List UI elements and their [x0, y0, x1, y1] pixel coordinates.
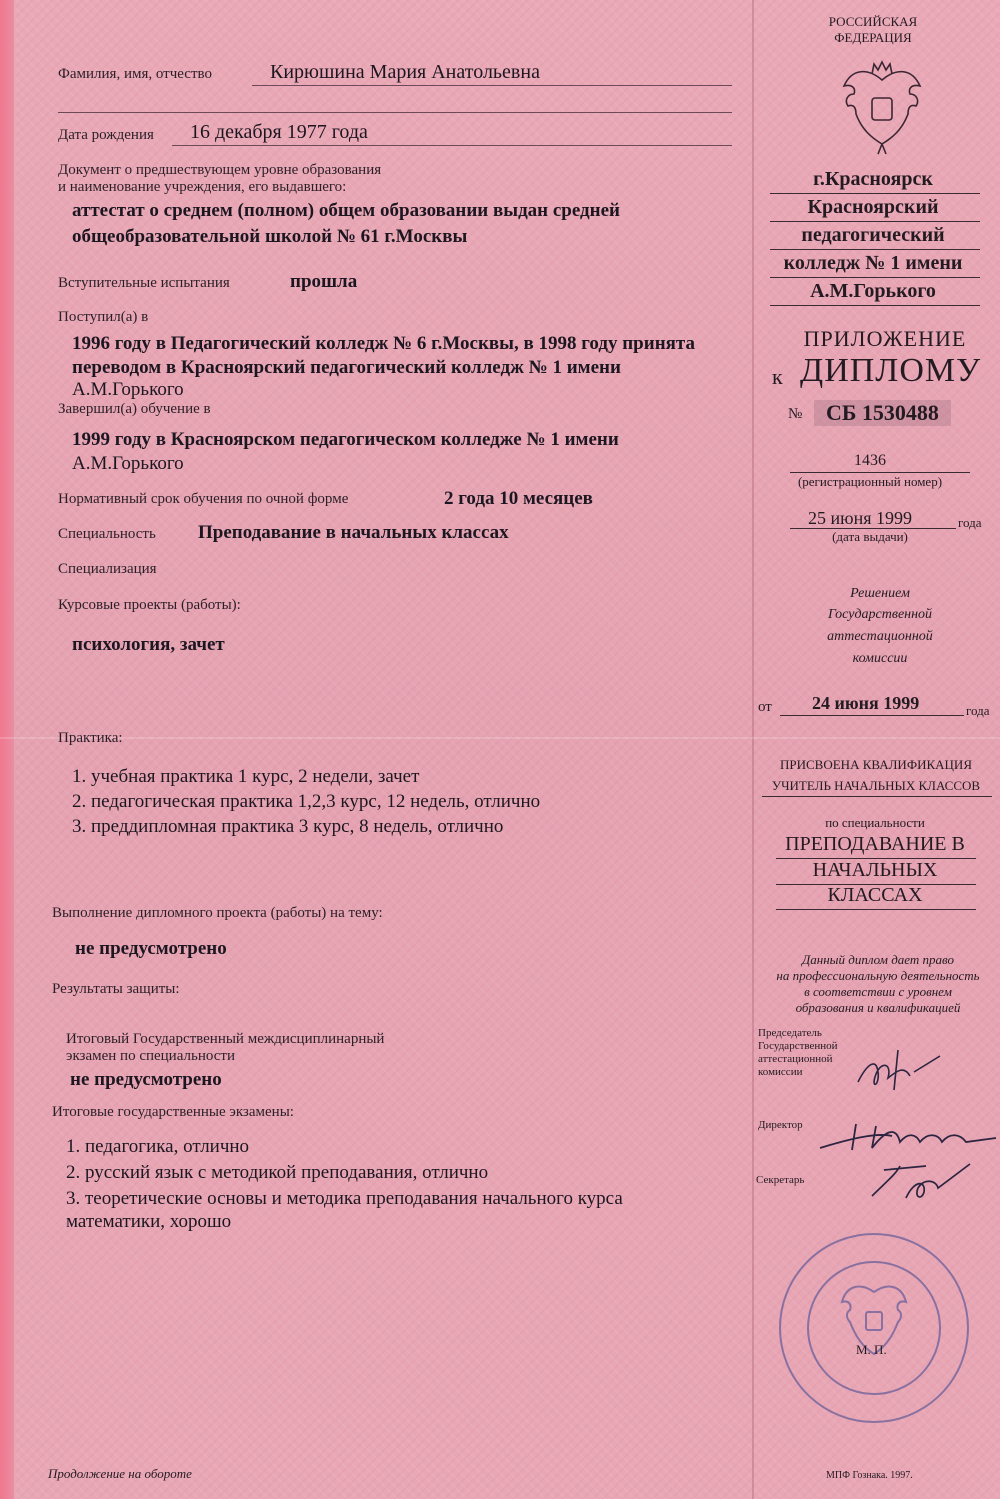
qualification-rule — [762, 796, 992, 797]
defense-label: Результаты защиты: — [52, 981, 180, 997]
specialty-label: Специальность — [58, 526, 156, 542]
fold-line-vertical — [752, 0, 754, 1499]
rights-line-3: в соответствии с уровнем — [804, 984, 952, 999]
diploma-number: СБ 1530488 — [814, 400, 951, 426]
state-exam-3: 3. теоретические основы и методика преподавания начального курса — [66, 1188, 623, 1209]
fio-value: Кирюшина Мария Анатольевна — [270, 61, 540, 83]
institution-rule-4 — [770, 277, 980, 278]
state-exams-label: Итоговые государственные экзамены: — [52, 1104, 294, 1120]
footer-continuation: Продолжение на обороте — [48, 1466, 192, 1481]
decision-line-2: Государственной — [827, 607, 933, 622]
chairman-signature-icon — [848, 1046, 948, 1096]
institution-rule-5 — [770, 305, 980, 306]
issue-date: 25 июня 1999 — [808, 508, 912, 528]
institution-line-5: А.М.Горького — [810, 280, 936, 302]
course-label: Курсовые проекты (работы): — [58, 597, 241, 613]
security-edge-strip — [0, 0, 14, 1499]
dob-label: Дата рождения — [58, 127, 154, 143]
qualification-value: УЧИТЕЛЬ НАЧАЛЬНЫХ КЛАССОВ — [771, 778, 981, 793]
issue-year-suffix: года — [958, 515, 982, 530]
institution-rule-3 — [770, 249, 980, 250]
by-specialty-label: по специальности — [825, 815, 925, 830]
to-prefix: к — [772, 364, 783, 389]
issue-caption: (дата выдачи) — [832, 529, 908, 544]
dob-underline — [172, 145, 732, 146]
fio-label: Фамилия, имя, отчество — [58, 66, 212, 82]
official-seal-icon — [776, 1230, 972, 1426]
diploma-title: ДИПЛОМУ — [800, 352, 982, 389]
rights-line-2: на профессиональную деятельность — [776, 968, 980, 983]
finished-value-1: 1999 году в Красноярском педагогическом колледже № 1 имени — [72, 429, 619, 450]
coat-of-arms-icon — [838, 60, 926, 156]
prev-doc-value-2: общеобразовательной школой № 61 г.Москвы — [72, 226, 468, 247]
chairman-line-4: комиссии — [758, 1066, 803, 1078]
state-exam-1: 1. педагогика, отлично — [66, 1136, 250, 1157]
institution-rule-2 — [770, 221, 980, 222]
specialty-line-2: НАЧАЛЬНЫХ — [812, 859, 938, 881]
finished-value-2: А.М.Горького — [72, 453, 184, 474]
state-exam-4: математики, хорошо — [66, 1211, 232, 1232]
number-prefix: № — [788, 406, 803, 422]
secretary-signature-icon — [866, 1158, 976, 1208]
director-signature-icon — [816, 1118, 1000, 1158]
prev-doc-label-2: и наименование учреждения, его выдавшего: — [58, 179, 347, 195]
prev-doc-label-1: Документ о предшествующем уровне образования — [58, 162, 382, 178]
practice-item-2: 2. педагогическая практика 1,2,3 курс, 12 недель, отлично — [72, 791, 541, 812]
specialty-rule-3 — [776, 909, 976, 910]
final-exam-value: не предусмотрено — [70, 1069, 222, 1090]
decision-line-1: Решением — [850, 586, 910, 601]
entrance-label: Вступительные испытания — [58, 275, 230, 291]
reg-number: 1436 — [854, 452, 886, 469]
practice-item-3: 3. преддипломная практика 3 курс, 8 недель, отлично — [72, 816, 504, 837]
chairman-line-3: аттестационной — [758, 1053, 833, 1065]
chairman-line-2: Государственной — [758, 1040, 838, 1052]
decision-rule — [780, 715, 964, 716]
decision-date: 24 июня 1999 — [812, 693, 920, 713]
rights-line-4: образования и квалификацией — [795, 1000, 961, 1015]
thesis-value: не предусмотрено — [75, 938, 227, 959]
reg-rule — [790, 472, 970, 473]
reg-caption: (регистрационный номер) — [797, 474, 943, 489]
final-exam-label-1: Итоговый Государственный междисциплинарный — [66, 1031, 385, 1047]
decision-line-3: аттестационной — [827, 629, 933, 644]
enrolled-label: Поступил(а) в — [58, 309, 149, 325]
course-value: психология, зачет — [72, 634, 225, 655]
qualification-label: ПРИСВОЕНА КВАЛИФИКАЦИЯ — [780, 757, 972, 772]
specialty-value: Преподавание в начальных классах — [198, 522, 509, 543]
term-label: Нормативный срок обучения по очной форме — [58, 491, 349, 507]
stamp-mark: М. П. — [856, 1342, 887, 1357]
specialization-label: Специализация — [58, 561, 157, 577]
enrolled-value-3: А.М.Горького — [72, 379, 184, 400]
country-line-1: РОССИЙСКАЯ — [828, 14, 918, 29]
decision-year-suffix: года — [966, 703, 990, 718]
director-label: Директор — [758, 1119, 803, 1131]
fio-underline — [252, 85, 732, 86]
thesis-label: Выполнение дипломного проекта (работы) на тему: — [52, 905, 383, 921]
institution-line-2: Красноярский — [807, 196, 939, 218]
fold-line-horizontal — [0, 737, 1000, 739]
institution-line-4: колледж № 1 имени — [783, 252, 963, 274]
rights-line-1: Данный диплом дает право — [802, 952, 954, 967]
dob-value: 16 декабря 1977 года — [190, 121, 368, 143]
from-prefix: от — [758, 699, 772, 715]
secretary-label: Секретарь — [756, 1174, 805, 1186]
entrance-value: прошла — [290, 271, 358, 292]
state-exam-2: 2. русский язык с методикой преподавания, отлично — [66, 1162, 489, 1183]
practice-item-1: 1. учебная практика 1 курс, 2 недели, зачет — [72, 766, 420, 787]
institution-line-1: г.Красноярск — [813, 168, 933, 190]
decision-line-4: комиссии — [852, 651, 908, 666]
final-exam-label-2: экзамен по специальности — [66, 1048, 235, 1064]
chairman-line-1: Председатель — [758, 1027, 822, 1039]
fio-underline-2 — [58, 112, 732, 113]
enrolled-value-1: 1996 году в Педагогический колледж № 6 г.Москвы, в 1998 году принята — [72, 333, 695, 354]
finished-label: Завершил(а) обучение в — [58, 401, 211, 417]
prev-doc-value-1: аттестат о среднем (полном) общем образовании выдан средней — [72, 200, 620, 221]
term-value: 2 года 10 месяцев — [444, 488, 593, 509]
printer-mark: МПФ Гознака. 1997. — [826, 1470, 913, 1481]
practice-label: Практика: — [58, 730, 123, 746]
institution-line-3: педагогический — [801, 224, 945, 246]
specialty-line-3: КЛАССАХ — [827, 884, 923, 906]
specialty-line-1: ПРЕПОДАВАНИЕ В — [785, 833, 965, 855]
enrolled-value-2: переводом в Красноярский педагогический колледж № 1 имени — [72, 357, 621, 378]
institution-rule-1 — [770, 193, 980, 194]
appendix-title: ПРИЛОЖЕНИЕ — [803, 326, 967, 351]
country-line-2: ФЕДЕРАЦИЯ — [834, 30, 912, 45]
